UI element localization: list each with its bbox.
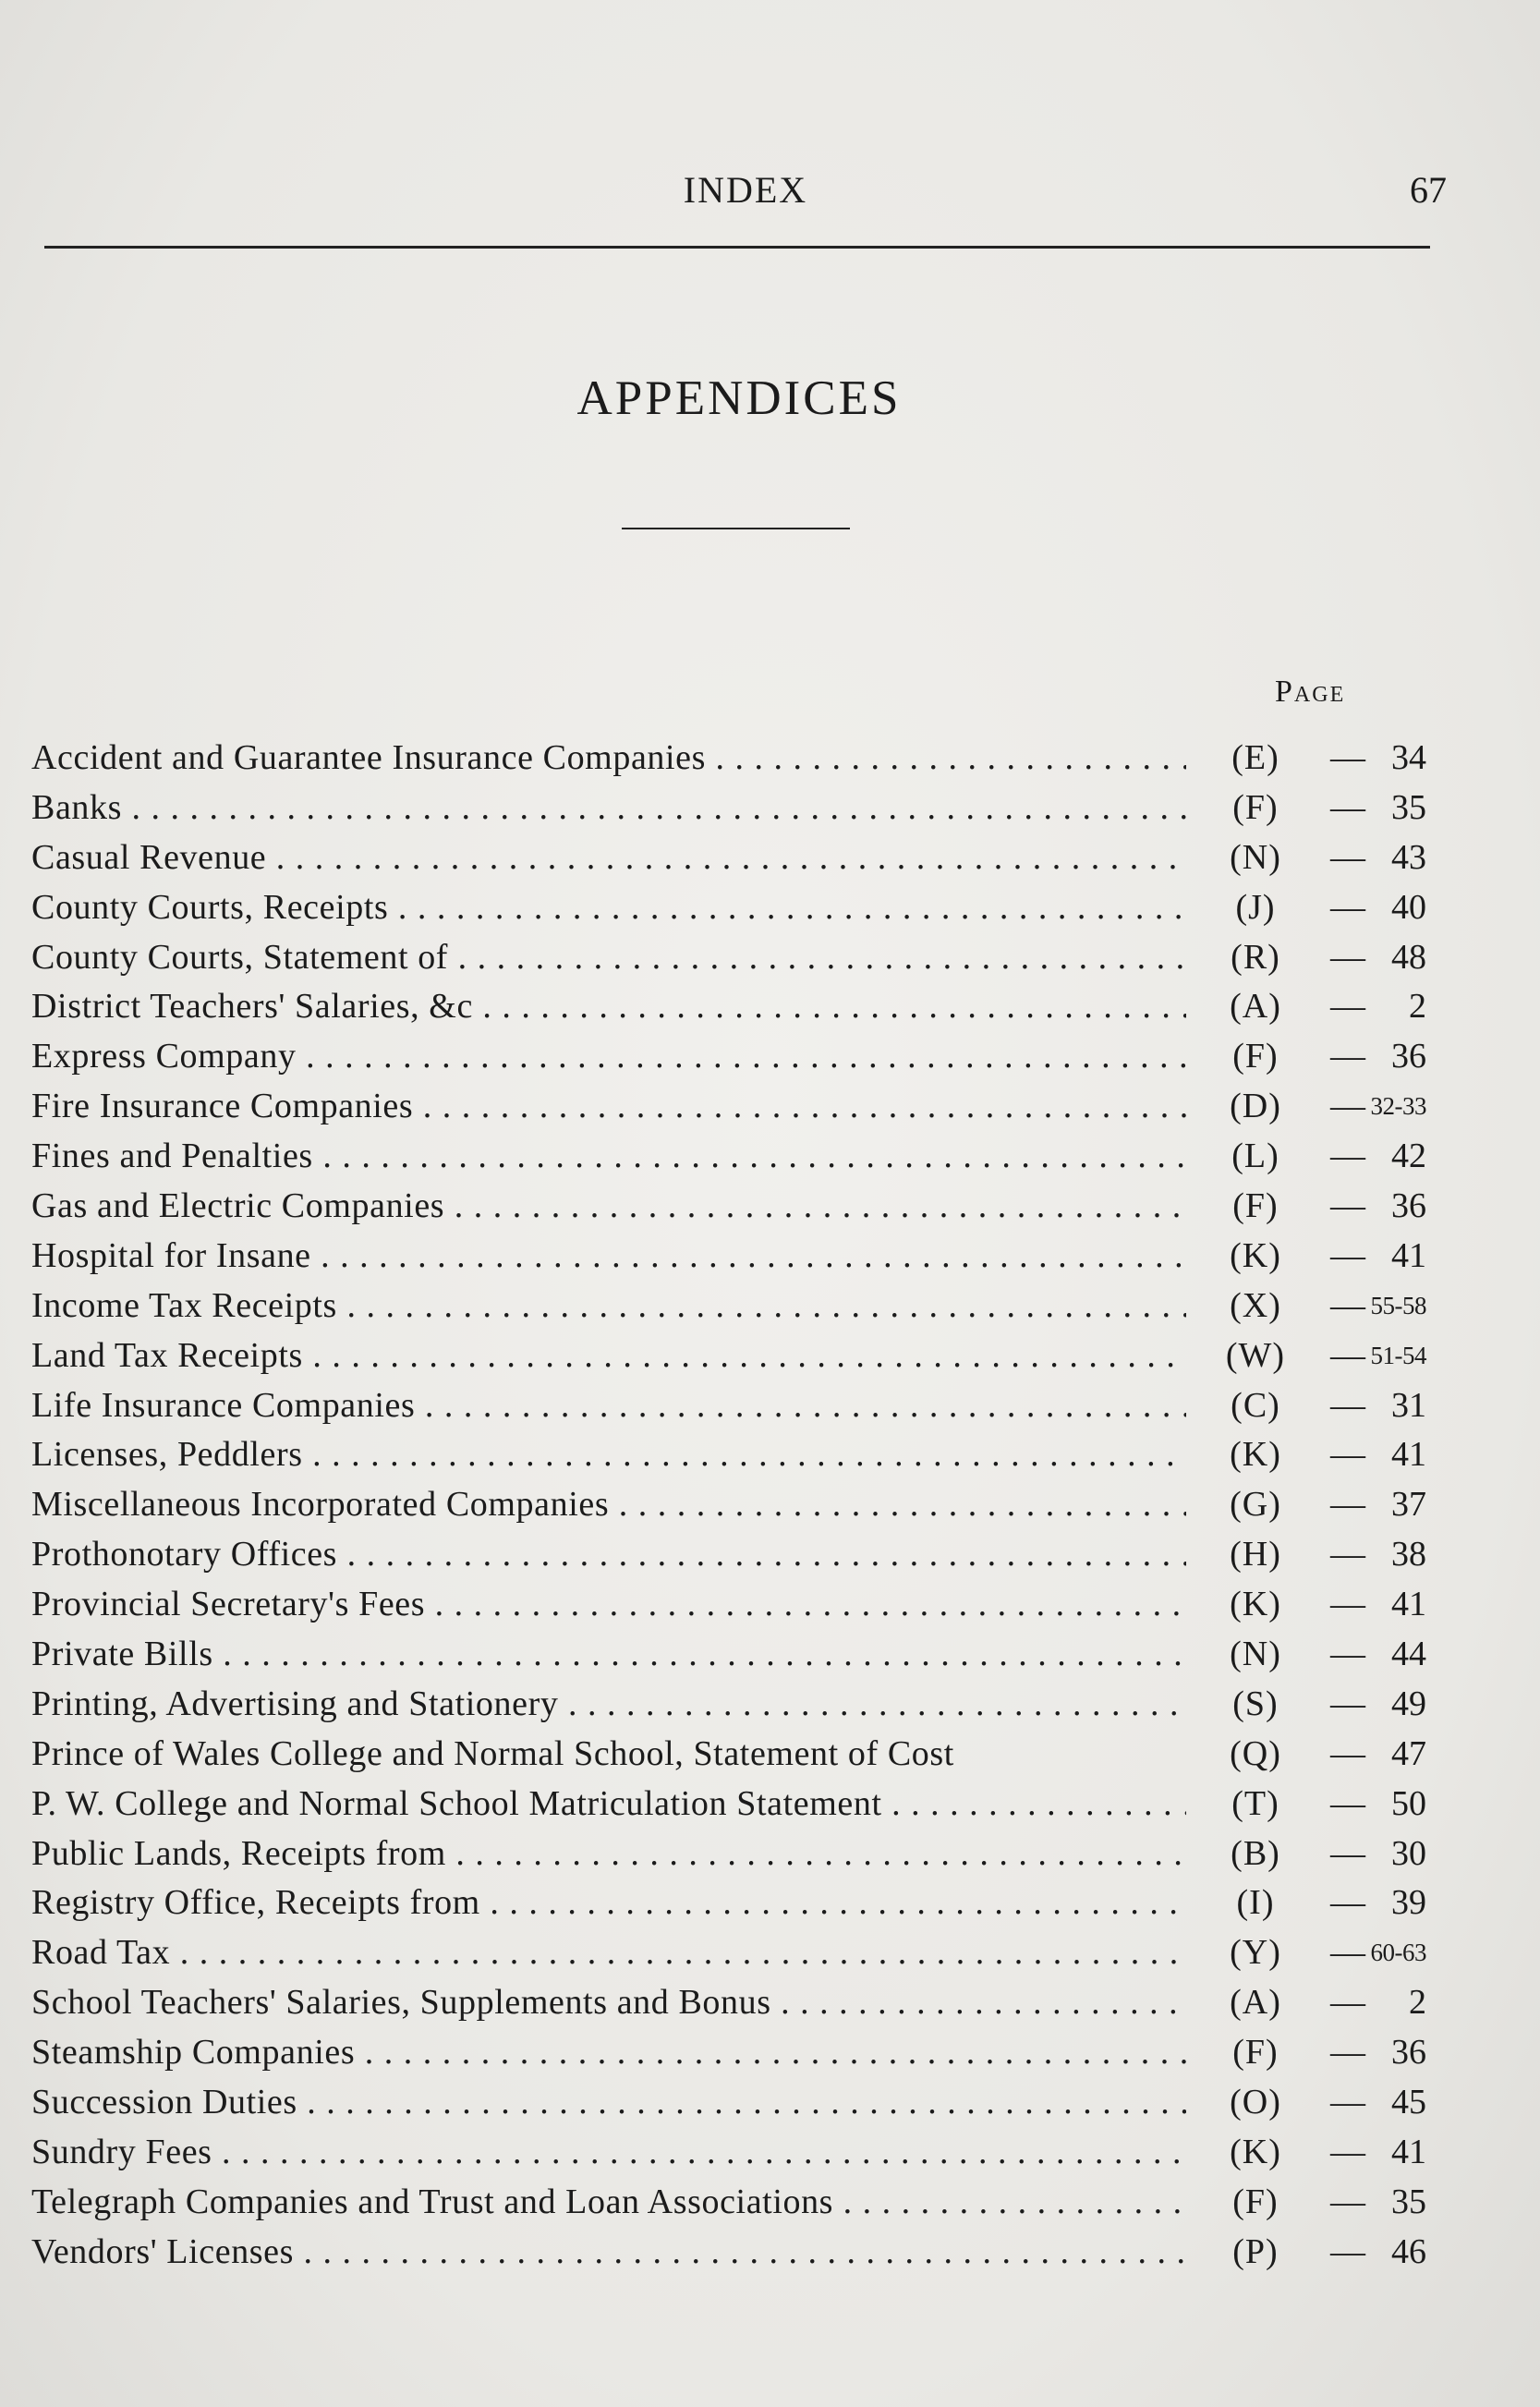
entry-name: Prince of Wales College and Normal School, Statement of Cost (31, 1733, 954, 1773)
entry-name: County Courts, Statement of . . . (31, 933, 1186, 981)
index-entry (31, 883, 1445, 933)
running-title: INDEX (683, 169, 808, 211)
entry-page-number: 45 (1391, 2083, 1426, 2122)
entry-appendix-code: (Y) (1230, 1933, 1281, 1973)
entry-appendix-code: (X) (1230, 1285, 1281, 1325)
index-entry (31, 1630, 1445, 1680)
page-number: 67 (1410, 169, 1447, 211)
entry-page-number: 46 (1391, 2231, 1426, 2271)
entry-dash: — (1330, 2132, 1365, 2171)
entry-name: Banks . . . (31, 784, 1186, 832)
entry-page-number: 2 (1409, 987, 1426, 1027)
title-rule (622, 528, 850, 529)
entry-page-number: 40 (1391, 887, 1426, 927)
index-entry (31, 2128, 1445, 2178)
index-entry (31, 1978, 1445, 2028)
entry-page-number: 41 (1391, 1585, 1426, 1624)
entry-appendix-code: (Q) (1230, 1733, 1281, 1773)
entry-page-number: 37 (1391, 1485, 1426, 1525)
entry-dash: — (1330, 1137, 1365, 1176)
index-entry (31, 1032, 1445, 1082)
entry-appendix-code: (A) (1230, 1983, 1281, 2023)
index-entry (31, 1928, 1445, 1978)
entry-dash: — (1330, 1933, 1365, 1973)
entry-name: Provincial Secretary's Fees . . . (31, 1580, 1186, 1628)
entry-appendix-code: (K) (1230, 2132, 1281, 2171)
entry-name: School Teachers' Salaries, Supplements and Bonus . . . (31, 1978, 1186, 2026)
entry-dash: — (1330, 738, 1365, 777)
entry-name: Printing, Advertising and Stationery . . . (31, 1680, 1186, 1728)
entry-name: Hospital for Insane . . . (31, 1232, 1186, 1280)
entry-page-number: 41 (1391, 1435, 1426, 1475)
entry-appendix-code: (C) (1231, 1385, 1280, 1425)
entry-name: Private Bills . . . (31, 1630, 1186, 1678)
entry-appendix-code: (P) (1232, 2231, 1279, 2271)
entry-dash: — (1330, 1435, 1365, 1475)
entry-dash: — (1330, 1385, 1365, 1425)
entry-name: Vendors' Licenses . . . (31, 2228, 1186, 2276)
index-entry (31, 2178, 1445, 2228)
entry-name: Fire Insurance Companies . . . (31, 1082, 1186, 1130)
entry-name: District Teachers' Salaries, &c . . . (31, 982, 1186, 1030)
entry-name: Express Company . . . (31, 1032, 1186, 1080)
index-entry (31, 1730, 1445, 1780)
entry-page-number: 44 (1391, 1635, 1426, 1674)
index-entry (31, 1132, 1445, 1182)
entry-appendix-code: (S) (1232, 1684, 1279, 1723)
section-title: APPENDICES (576, 371, 902, 425)
entry-appendix-code: (F) (1232, 2033, 1279, 2073)
entry-dash: — (1330, 1285, 1365, 1325)
entry-name: County Courts, Receipts . . . (31, 883, 1186, 931)
entry-dash: — (1330, 2231, 1365, 2271)
entry-name: Income Tax Receipts . . . (31, 1282, 1186, 1330)
index-entry (31, 1331, 1445, 1381)
entry-page-number: 36 (1391, 1186, 1426, 1226)
entry-page-number: 50 (1391, 1783, 1426, 1823)
index-entry (31, 1282, 1445, 1331)
index-entries (31, 734, 1445, 2278)
index-entry (31, 734, 1445, 784)
entry-appendix-code: (R) (1231, 937, 1280, 977)
entry-appendix-code: (B) (1231, 1833, 1280, 1873)
entry-appendix-code: (A) (1230, 987, 1281, 1027)
index-entry (31, 2228, 1445, 2278)
entry-name: Public Lands, Receipts from . . . (31, 1830, 1186, 1878)
entry-appendix-code: (I) (1236, 1883, 1275, 1923)
index-entry (31, 1830, 1445, 1879)
entry-page-number: 60-63 (1370, 1939, 1426, 1967)
entry-appendix-code: (L) (1231, 1137, 1279, 1176)
entry-dash: — (1330, 1535, 1365, 1574)
entry-dash: — (1330, 1635, 1365, 1674)
index-entry (31, 1580, 1445, 1630)
entry-appendix-code: (W) (1225, 1335, 1286, 1375)
entry-name: Casual Revenue . . . (31, 833, 1186, 881)
entry-dash: — (1330, 887, 1365, 927)
index-entry (31, 1480, 1445, 1530)
entry-name: Accident and Guarantee Insurance Companies . . . (31, 734, 1186, 782)
entry-page-number: 47 (1391, 1733, 1426, 1773)
entry-dash: — (1330, 2182, 1365, 2221)
entry-name: Prothonotary Offices . . . (31, 1530, 1186, 1578)
entry-page-number: 38 (1391, 1535, 1426, 1574)
entry-appendix-code: (N) (1230, 1635, 1281, 1674)
entry-appendix-code: (T) (1231, 1783, 1279, 1823)
entry-name: Life Insurance Companies . . . (31, 1381, 1186, 1429)
entry-dash: — (1330, 1087, 1365, 1126)
entry-dash: — (1330, 1335, 1365, 1375)
entry-appendix-code: (E) (1231, 738, 1279, 777)
index-entry (31, 1780, 1445, 1830)
entry-appendix-code: (F) (1232, 1186, 1279, 1226)
index-entry (31, 1430, 1445, 1480)
entry-dash: — (1330, 987, 1365, 1027)
entry-dash: — (1330, 1684, 1365, 1723)
entry-page-number: 30 (1391, 1833, 1426, 1873)
index-entry (31, 982, 1445, 1032)
entry-name: Miscellaneous Incorporated Companies . . . (31, 1480, 1186, 1528)
entry-dash: — (1330, 1883, 1365, 1923)
entry-appendix-code: (F) (1232, 2182, 1279, 2221)
entry-dash: — (1330, 1783, 1365, 1823)
entry-dash: — (1330, 1733, 1365, 1773)
entry-dash: — (1330, 1235, 1365, 1275)
entry-name: Telegraph Companies and Trust and Loan Associations . . . (31, 2178, 1186, 2226)
entry-dash: — (1330, 2033, 1365, 2073)
entry-dash: — (1330, 1037, 1365, 1076)
index-entry (31, 2028, 1445, 2078)
running-header (44, 166, 1447, 214)
entry-dash: — (1330, 2083, 1365, 2122)
entry-dash: — (1330, 1833, 1365, 1873)
entry-appendix-code: (F) (1232, 1037, 1279, 1076)
entry-dash: — (1330, 937, 1365, 977)
header-rule (44, 246, 1430, 249)
entry-page-number: 2 (1409, 1983, 1426, 2023)
index-entry (31, 933, 1445, 983)
entry-page-number: 41 (1391, 1235, 1426, 1275)
entry-name: P. W. College and Normal School Matriculation Statement . . . (31, 1780, 1186, 1828)
entry-page-number: 48 (1391, 937, 1426, 977)
entry-dash: — (1330, 1485, 1365, 1525)
entry-name: Sundry Fees . . . (31, 2128, 1186, 2176)
entry-page-number: 32-33 (1370, 1092, 1426, 1121)
index-entry (31, 833, 1445, 883)
entry-page-number: 51-54 (1370, 1341, 1426, 1369)
entry-appendix-code: (K) (1230, 1585, 1281, 1624)
entry-appendix-code: (H) (1230, 1535, 1281, 1574)
entry-dash: — (1330, 1983, 1365, 2023)
entry-appendix-code: (J) (1235, 887, 1276, 927)
entry-name: Steamship Companies . . . (31, 2028, 1186, 2076)
entry-name: Road Tax . . . (31, 1928, 1186, 1976)
entry-name: Succession Duties . . . (31, 2078, 1186, 2126)
index-entry (31, 1232, 1445, 1282)
entry-appendix-code: (N) (1230, 837, 1281, 877)
entry-dash: — (1330, 837, 1365, 877)
entry-page-number: 42 (1391, 1137, 1426, 1176)
index-entry (31, 2078, 1445, 2128)
index-entry (31, 1381, 1445, 1431)
entry-page-number: 41 (1391, 2132, 1426, 2171)
index-entry (31, 1878, 1445, 1928)
entry-page-number: 43 (1391, 837, 1426, 877)
entry-dash: — (1330, 1186, 1365, 1226)
entry-page-number: 36 (1391, 2033, 1426, 2073)
index-entry (31, 1082, 1445, 1132)
entry-page-number: 36 (1391, 1037, 1426, 1076)
entry-name: Gas and Electric Companies . . . (31, 1182, 1186, 1230)
entry-appendix-code: (K) (1230, 1435, 1281, 1475)
entry-page-number: 35 (1391, 787, 1426, 827)
entry-dash: — (1330, 787, 1365, 827)
index-entry (31, 1680, 1445, 1730)
entry-page-number: 35 (1391, 2182, 1426, 2221)
entry-name: Fines and Penalties . . . (31, 1132, 1186, 1180)
index-entry (31, 1530, 1445, 1580)
entry-name: Land Tax Receipts . . . (31, 1331, 1186, 1380)
index-entry (31, 1182, 1445, 1232)
entry-page-number: 34 (1391, 738, 1426, 777)
entry-page-number: 39 (1391, 1883, 1426, 1923)
index-entry (31, 784, 1445, 833)
entry-dash: — (1330, 1585, 1365, 1624)
entry-appendix-code: (O) (1230, 2083, 1281, 2122)
entry-page-number: 49 (1391, 1684, 1426, 1723)
entry-name: Registry Office, Receipts from . . . (31, 1878, 1186, 1927)
entry-appendix-code: (F) (1232, 787, 1279, 827)
entry-appendix-code: (D) (1230, 1087, 1281, 1126)
entry-appendix-code: (G) (1230, 1485, 1281, 1525)
page-column-header: Page (1275, 675, 1346, 709)
entry-page-number: 55-58 (1370, 1291, 1426, 1319)
entry-name: Licenses, Peddlers . . . (31, 1430, 1186, 1478)
entry-page-number: 31 (1391, 1385, 1426, 1425)
entry-appendix-code: (K) (1230, 1235, 1281, 1275)
